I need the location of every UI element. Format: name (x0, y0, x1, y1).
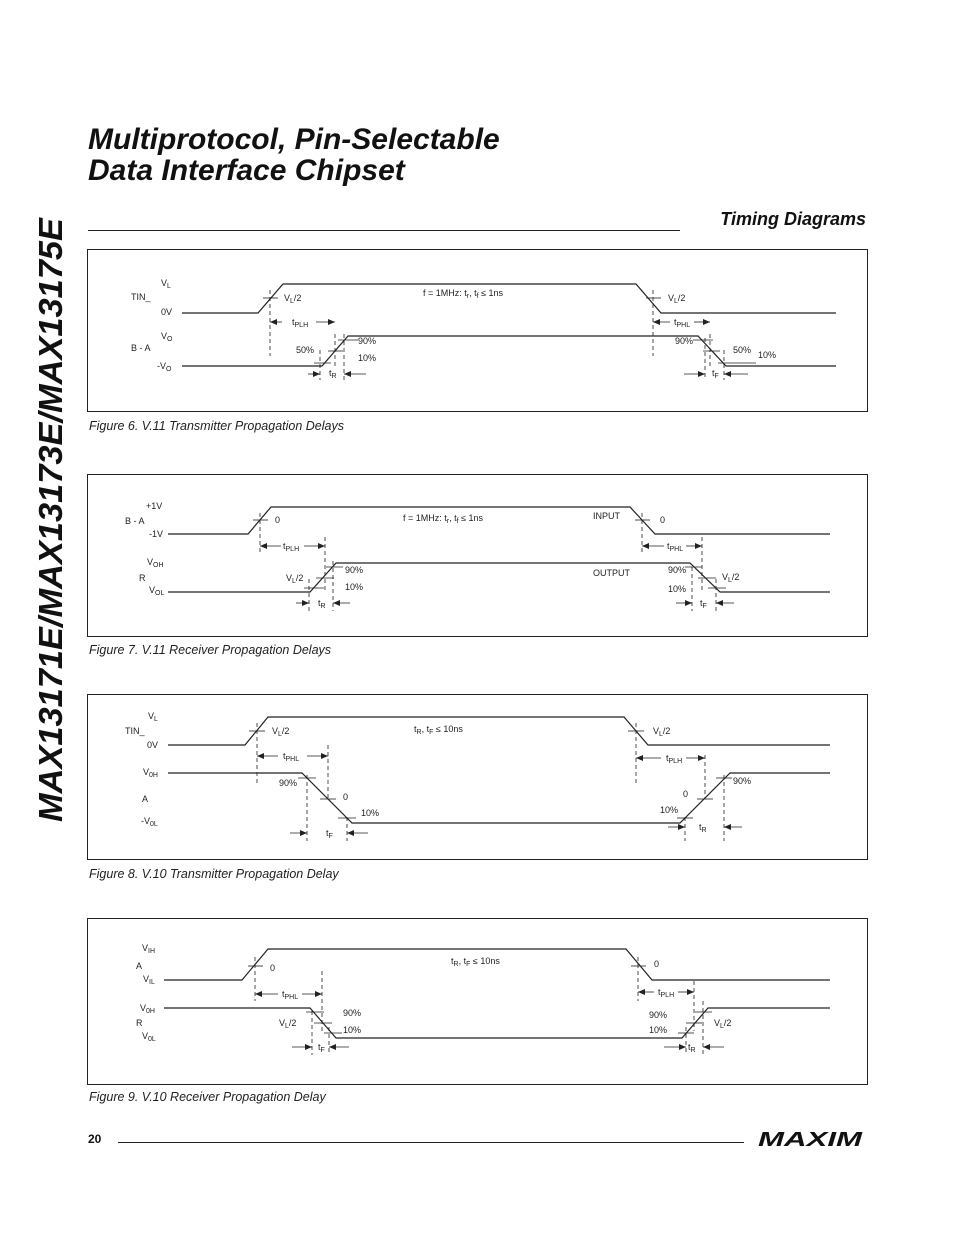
arrow-head (695, 543, 702, 549)
arrow-head (724, 371, 731, 377)
arrow-head (315, 991, 322, 997)
arrow-head (255, 991, 262, 997)
label-vil: $V_{IL}$ (143, 974, 155, 986)
label-zero-fall: 0 (660, 515, 666, 525)
side-part-number-text: MAX13171E/MAX13173E/MAX13175E (32, 242, 69, 822)
arrow-head (302, 600, 309, 606)
label-10-fall: 10% (758, 350, 777, 360)
ba-input-waveform (168, 507, 830, 534)
label-tphl: $t_{PHL}$ (667, 541, 684, 553)
label-tphl: $t_{PHL}$ (282, 989, 299, 1001)
label-tf: $t_F$ (318, 1042, 325, 1054)
page-title-line2: Data Interface Chipset (88, 154, 405, 187)
label-0v: 0V (147, 740, 159, 750)
arrow-head (636, 755, 643, 761)
arrow-head (305, 1044, 312, 1050)
arrow-head (642, 543, 649, 549)
label-ba: B - A (125, 516, 145, 526)
label-vl2-fall: $V_L/2$ (722, 572, 740, 584)
figure-8 (87, 694, 868, 860)
arrow-head (724, 824, 731, 830)
arrow-head (270, 319, 277, 325)
label-10-fall: 10% (361, 808, 380, 818)
label-tphl: $t_{PHL}$ (283, 751, 300, 763)
label-zero-rise: 0 (683, 789, 689, 799)
label-rise-fall-time: $t_R$, $t_F \le 10ns$ (451, 956, 500, 968)
label-vol: $V_{0L}$ (142, 1031, 156, 1043)
figure-6-diagram (88, 250, 867, 411)
label-90-fall: 90% (668, 565, 687, 575)
label-plus1v: +1V (146, 501, 163, 511)
label-zero-rise: 0 (270, 963, 276, 973)
label-tplh: $t_{PLH}$ (292, 317, 309, 329)
page-title (88, 124, 500, 186)
label-tr: $t_R$ (688, 1042, 696, 1054)
label-vl2-fall: $V_L/2$ (668, 293, 686, 305)
label-frequency: f = 1MHz: $t_r$, $t_f \le 1ns$ (403, 513, 484, 525)
figure-9-caption: Figure 9. V.10 Receiver Propagation Delay (89, 1090, 326, 1104)
figure-7-caption: Figure 7. V.11 Receiver Propagation Delays (89, 643, 332, 657)
label-r: R (139, 573, 146, 583)
label-tplh: $t_{PLH}$ (666, 753, 683, 765)
label-vl2-rise: $V_L/2$ (272, 726, 290, 738)
figure-6-caption: Figure 6. V.11 Transmitter Propagation Delays (89, 419, 344, 433)
label-zero-fall: 0 (654, 959, 660, 969)
arrow-head (698, 371, 705, 377)
label-90-fall: 90% (675, 336, 694, 346)
label-vl2-rise: $V_L/2$ (714, 1018, 732, 1030)
figure-7-diagram (88, 475, 867, 636)
label-90-fall: 90% (343, 1008, 362, 1018)
arrow-head (313, 371, 320, 377)
label-output: OUTPUT (593, 568, 630, 578)
section-title: Timing Diagrams (720, 209, 866, 229)
label-vl2-fall: $V_L/2$ (653, 726, 671, 738)
label-ba: B - A (131, 343, 151, 353)
page-title-line1: Multiprotocol, Pin-Selectable (88, 123, 500, 156)
label-input: INPUT (593, 511, 620, 521)
label-90-rise: 90% (358, 336, 377, 346)
label-vih: $V_{IH}$ (142, 943, 156, 955)
label-90-fall: 90% (279, 778, 298, 788)
figure-9-diagram (88, 919, 867, 1084)
arrow-head (257, 753, 264, 759)
label-10-fall: 10% (343, 1025, 362, 1035)
figure-8-diagram (88, 695, 867, 859)
label-50-rise: 50% (296, 345, 315, 355)
label-a: A (142, 794, 149, 804)
footer-rule (118, 1142, 744, 1143)
label-neg-vo: $-V_O$ (157, 361, 172, 373)
label-tr: $t_R$ (318, 598, 326, 610)
arrow-head (678, 824, 685, 830)
arrow-head (638, 989, 645, 995)
label-neg-vol: $-V_{0L}$ (141, 816, 158, 828)
figure-7 (87, 474, 868, 637)
label-vl2-rise: $V_L/2$ (286, 573, 304, 585)
label-50-fall: 50% (733, 345, 752, 355)
label-tf: $t_F$ (700, 598, 707, 610)
label-tin: TIN_ (125, 726, 145, 736)
label-vl2-rise: $V_L/2$ (284, 293, 302, 305)
page-footer (88, 1128, 866, 1150)
label-vl2-fall: $V_L/2$ (279, 1018, 297, 1030)
section-header (88, 209, 866, 233)
arrow-head (344, 371, 351, 377)
label-tin: TIN_ (131, 292, 151, 302)
label-frequency: f = 1MHz: $t_r$, $t_f \le 1ns$ (423, 288, 504, 300)
label-10-rise: 10% (649, 1025, 668, 1035)
side-part-number (14, 210, 74, 830)
label-minus1v: -1V (149, 529, 164, 539)
label-10-rise: 10% (358, 353, 377, 363)
label-tplh: $t_{PLH}$ (658, 987, 675, 999)
arrow-head (703, 319, 710, 325)
arrow-head (653, 319, 660, 325)
arrow-head (716, 600, 723, 606)
label-tr: $t_R$ (329, 368, 337, 380)
label-tplh: $t_{PLH}$ (283, 541, 300, 553)
label-voh: $V_{0H}$ (143, 767, 158, 779)
label-10-fall: 10% (668, 584, 687, 594)
arrow-head (328, 319, 335, 325)
label-90-rise: 90% (733, 776, 752, 786)
label-r: R (136, 1018, 143, 1028)
label-tphl: $t_{PHL}$ (674, 317, 691, 329)
maxim-logo (756, 1128, 866, 1155)
label-90-rise: 90% (345, 565, 364, 575)
arrow-head (333, 600, 340, 606)
label-vl: $V_L$ (148, 711, 158, 723)
arrow-head (698, 755, 705, 761)
tin-waveform (182, 284, 836, 313)
arrow-head (260, 543, 267, 549)
label-tf: $t_F$ (712, 368, 719, 380)
label-10-rise: 10% (345, 582, 364, 592)
arrow-head (347, 830, 354, 836)
figure-9 (87, 918, 868, 1085)
figure-6 (87, 249, 868, 412)
tin-waveform (168, 717, 830, 745)
label-10-rise: 10% (660, 805, 679, 815)
page-number: 20 (88, 1132, 102, 1146)
label-zero-fall: 0 (343, 792, 349, 802)
section-rule (88, 230, 680, 231)
arrow-head (300, 830, 307, 836)
label-vo: $V_O$ (161, 331, 173, 343)
arrow-head (329, 1044, 336, 1050)
arrow-head (679, 1044, 686, 1050)
label-vl: $V_L$ (161, 278, 171, 290)
label-zero-rise: 0 (275, 515, 281, 525)
arrow-head (321, 753, 328, 759)
maxim-logo-text: MAXIM (758, 1129, 865, 1150)
label-voh: $V_{0H}$ (140, 1003, 155, 1015)
label-voh: $V_{OH}$ (147, 557, 164, 569)
arrow-head (318, 543, 325, 549)
label-tr: $t_R$ (699, 822, 707, 834)
figure-8-caption: Figure 8. V.10 Transmitter Propagation Delay (89, 867, 339, 881)
label-a: A (136, 961, 143, 971)
label-tf: $t_F$ (326, 828, 333, 840)
label-rise-fall-time: $t_R$, $t_F \le 10ns$ (414, 724, 463, 736)
arrow-head (685, 600, 692, 606)
label-90-rise: 90% (649, 1010, 668, 1020)
arrow-head (703, 1044, 710, 1050)
label-0v: 0V (161, 307, 173, 317)
arrow-head (687, 989, 694, 995)
label-vol: $V_{OL}$ (149, 585, 165, 597)
a-output-waveform (168, 773, 830, 823)
